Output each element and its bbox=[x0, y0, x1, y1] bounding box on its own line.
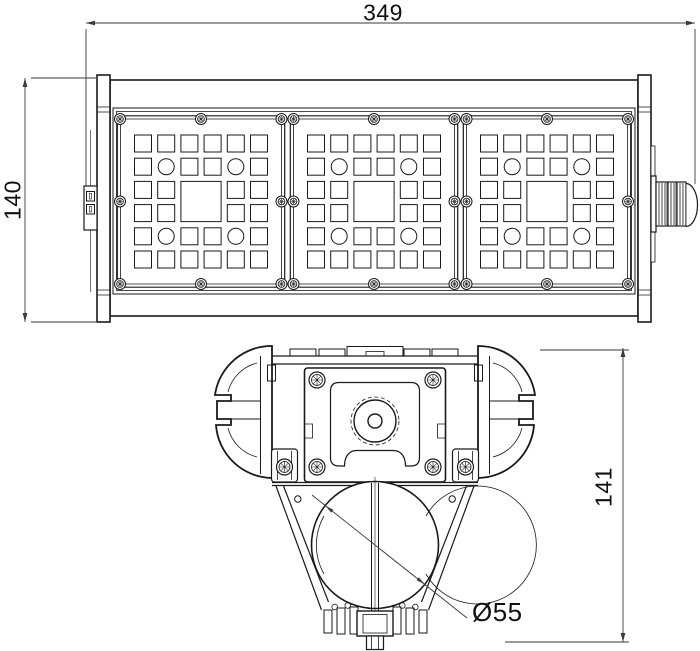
led-module-3 bbox=[463, 116, 630, 287]
heatsink-wing-right bbox=[453, 346, 536, 482]
dim-width-label: 349 bbox=[363, 0, 403, 26]
mounting-bracket bbox=[84, 186, 97, 230]
heatsink-wing-left bbox=[215, 346, 298, 482]
front-view bbox=[84, 75, 698, 322]
end-cap-left bbox=[97, 75, 110, 322]
dim-section-height-label: 141 bbox=[590, 467, 617, 507]
lens-assembly bbox=[305, 368, 446, 482]
dim-height-label: 140 bbox=[0, 180, 26, 220]
led-module-1 bbox=[117, 116, 284, 287]
cable-gland bbox=[651, 146, 698, 262]
top-plate bbox=[267, 347, 483, 365]
bottom-clamp bbox=[357, 611, 393, 650]
led-module-2 bbox=[290, 116, 457, 287]
lens-circle bbox=[354, 400, 396, 442]
end-cap-right bbox=[638, 75, 651, 322]
dim-tube-diameter-label: Ø55 bbox=[472, 597, 523, 627]
